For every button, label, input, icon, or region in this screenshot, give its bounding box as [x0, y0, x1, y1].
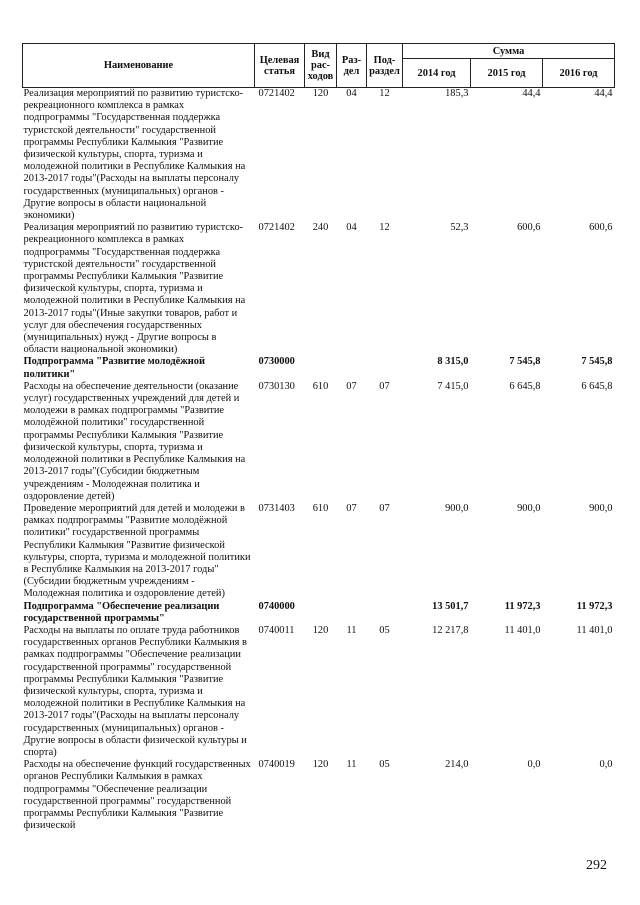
cell-subsection: 05 [379, 624, 390, 636]
table-row [23, 503, 615, 601]
cell-sum-2016: 7 545,8 [581, 356, 613, 368]
cell-name: Подпрограмма "Развитие молодёжной политики" [23, 356, 205, 380]
cell-expense-type: 240 [312, 222, 329, 234]
cell-subsection [367, 356, 403, 380]
cell-sum-2014: 214,0 [445, 759, 469, 771]
cell-sum-2015: 6 645,8 [509, 380, 541, 392]
cell-section: 11 [346, 759, 357, 771]
header-year-2014: 2014 год [403, 59, 471, 88]
cell-section [337, 356, 367, 380]
cell-name: Расходы на выплаты по оплате труда работников государственных органов Республики Калмыкия в рамках подпрограммы "Обеспечение реализации государственной программы" государственной программы Республики Калмыкия "Развитие физической культуры, спорта, туризма и молодежной политики в Республике Калмыкия на 2013-2017 годы"(Расходы на выплаты персоналу государственных (муниципальных) органов - Другие вопросы в области физической культуры и спорта) [23, 624, 247, 758]
table-row [23, 625, 615, 759]
cell-sum-2016: 44,4 [594, 88, 613, 99]
cell-subsection [367, 601, 403, 625]
cell-article: 0730130 [258, 380, 295, 392]
cell-subsection: 07 [379, 380, 390, 392]
budget-table [22, 43, 615, 832]
cell-sum-2014: 52,3 [450, 222, 469, 234]
cell-sum-2016: 11 972,3 [576, 600, 613, 612]
header-year-2015: 2015 год [471, 59, 543, 88]
table-row [23, 88, 615, 223]
cell-sum-2014: 12 217,8 [432, 624, 469, 636]
cell-section: 07 [346, 502, 357, 514]
cell-expense-type [305, 601, 337, 625]
cell-expense-type: 120 [312, 759, 329, 771]
header-expense-type: Вид рас-ходов [305, 44, 337, 88]
header-subsection: Под-раздел [367, 44, 403, 88]
cell-article: 0740000 [258, 600, 295, 612]
cell-section: 04 [346, 88, 357, 99]
cell-sum-2016: 6 645,8 [581, 380, 613, 392]
header-article: Целевая статья [255, 44, 305, 88]
cell-subsection: 07 [379, 502, 390, 514]
cell-name: Проведение мероприятий для детей и молодежи в рамках подпрограммы "Развитие молодёжной политики" государственной программы Республики Калмыкия "Развитие физической культуры, спорта, туризма и молодежной политики в Республике Калмыкия на 2013-2017 годы"(Субсидии бюджетным учреждениям - Молодежная политика и оздоровление детей) [23, 502, 251, 600]
cell-expense-type: 610 [312, 502, 329, 514]
header-section: Раз-дел [337, 44, 367, 88]
header-name: Наименование [23, 44, 255, 88]
cell-sum-2016: 0,0 [599, 759, 613, 771]
cell-sum-2014: 7 415,0 [437, 380, 469, 392]
cell-subsection: 12 [379, 88, 390, 99]
cell-sum-2015: 0,0 [527, 759, 541, 771]
cell-sum-2014: 13 501,7 [432, 600, 469, 612]
cell-subsection: 12 [379, 222, 390, 234]
cell-sum-2016: 900,0 [589, 502, 613, 514]
cell-sum-2014: 900,0 [445, 502, 469, 514]
header-sum: Сумма [403, 44, 615, 59]
cell-section [337, 601, 367, 625]
cell-sum-2015: 44,4 [522, 88, 541, 99]
cell-name: Расходы на обеспечение деятельности (оказание услуг) государственных учреждений для детей и молодежи в рамках подпрограммы "Развитие молодёжной политики" государственной программы Республики Калмыкия "Развитие физической культуры, спорта, туризма и молодежной политики в Республике Калмыкия на 2013-2017 годы"(Субсидии бюджетным учреждениям - Молодежная политика и оздоровление детей) [23, 380, 246, 502]
cell-section: 07 [346, 380, 357, 392]
header-year-2016: 2016 год [543, 59, 615, 88]
cell-article: 0740019 [258, 759, 295, 771]
page-number: 292 [586, 858, 607, 873]
table-row [23, 759, 615, 832]
cell-article: 0740011 [258, 624, 295, 636]
cell-article: 0721402 [258, 222, 295, 234]
table-header [23, 44, 615, 88]
table-row [23, 381, 615, 503]
cell-article: 0730000 [258, 356, 295, 368]
table-row [23, 601, 615, 625]
table-row [23, 356, 615, 380]
cell-expense-type: 120 [312, 624, 329, 636]
cell-sum-2014: 8 315,0 [437, 356, 469, 368]
cell-sum-2015: 7 545,8 [509, 356, 541, 368]
cell-name: Подпрограмма "Обеспечение реализации государственной программы" [23, 600, 220, 624]
cell-sum-2016: 11 401,0 [576, 624, 613, 636]
cell-sum-2015: 900,0 [517, 502, 541, 514]
cell-article: 0721402 [258, 88, 295, 99]
table-row [23, 222, 615, 356]
cell-sum-2014: 185,3 [445, 88, 469, 99]
cell-expense-type: 610 [312, 380, 329, 392]
cell-expense-type: 120 [312, 88, 329, 99]
table-body [23, 88, 615, 833]
cell-name: Расходы на обеспечение функций государственных органов Республики Калмыкия в рамках подпрограммы "Обеспечение реализации государственной программы" государственной программы Республики Калмыкия "Развитие физической [23, 759, 251, 832]
cell-section: 11 [346, 624, 357, 636]
cell-article: 0731403 [258, 502, 295, 514]
cell-sum-2015: 11 401,0 [504, 624, 541, 636]
cell-subsection: 05 [379, 759, 390, 771]
cell-name: Реализация мероприятий по развитию туристско-рекреационного комплекса в рамках подпрограммы "Государственная поддержка туристской деятельности" государственной программы Республики Калмыкия "Развитие физической культуры, спорта, туризма и молодежной политики в Республике Калмыкия на 2013-2017 годы"(Расходы на выплаты персоналу государственных (муниципальных) органов - Другие вопросы в области национальной экономики) [23, 88, 246, 222]
cell-name: Реализация мероприятий по развитию туристско-рекреационного комплекса в рамках подпрограммы "Государственная поддержка туристской деятельности" государственной программы Республики Калмыкия "Развитие физической культуры, спорта, туризма и молодежной политики в Республике Калмыкия на 2013-2017 годы"(Иные закупки товаров, работ и услуг для обеспечения государственных (муниципальных) нужд - Другие вопросы в области национальной экономики) [23, 222, 246, 356]
cell-section: 04 [346, 222, 357, 234]
cell-sum-2016: 600,6 [589, 222, 613, 234]
cell-expense-type [305, 356, 337, 380]
cell-sum-2015: 600,6 [517, 222, 541, 234]
cell-sum-2015: 11 972,3 [504, 600, 541, 612]
